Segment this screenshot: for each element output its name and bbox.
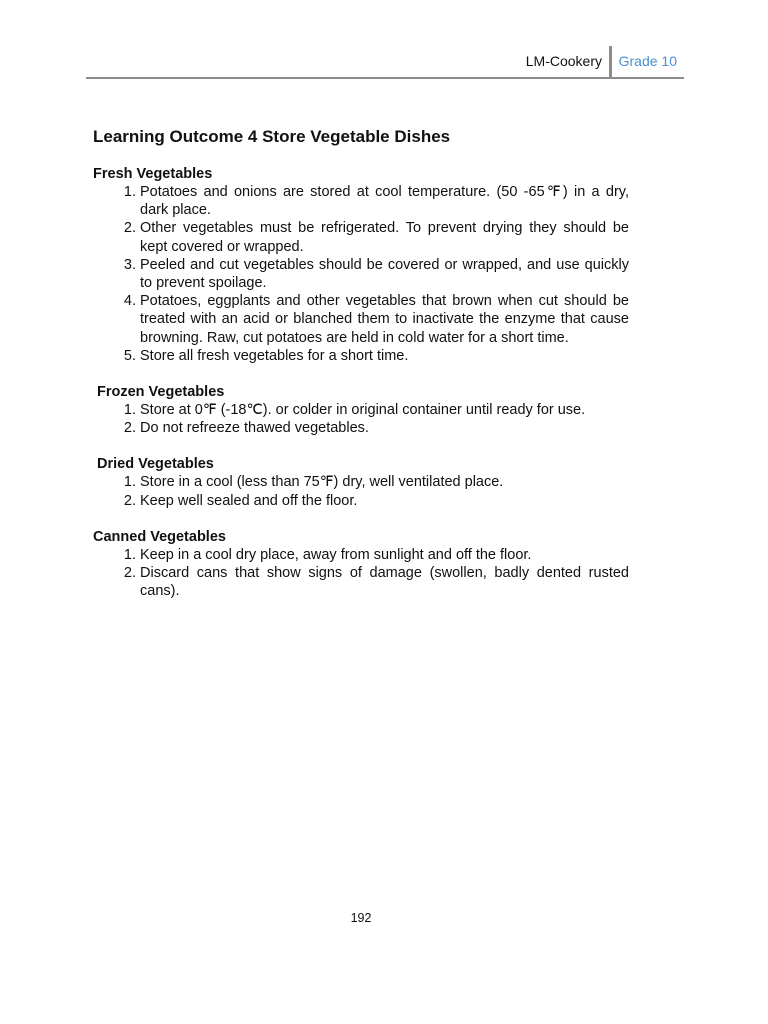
header-divider	[609, 46, 612, 77]
list-item: 2. Do not refreeze thawed vegetables.	[140, 419, 629, 437]
page-title: Learning Outcome 4 Store Vegetable Dishes	[93, 127, 451, 146]
section-fresh-vegetables	[93, 165, 629, 365]
list-item: 2. Discard cans that show signs of damage (swollen, badly dented rusted cans).	[140, 564, 629, 600]
section-list	[93, 546, 629, 601]
section-canned-vegetables	[93, 528, 629, 601]
section-list	[93, 401, 629, 437]
list-item: 1. Store in a cool (less than 75℉) dry, well ventilated place.	[140, 473, 629, 491]
list-item: 2. Other vegetables must be refrigerated. To prevent drying they should be kept covered or wrapped.	[140, 219, 629, 255]
section-dried-vegetables	[93, 455, 629, 509]
list-item: 3. Peeled and cut vegetables should be covered or wrapped, and use quickly to prevent spoilage.	[140, 256, 629, 292]
section-heading: Canned Vegetables	[93, 528, 226, 545]
section-heading: Fresh Vegetables	[93, 166, 213, 182]
list-item: 1. Keep in a cool dry place, away from sunlight and off the floor.	[140, 546, 629, 564]
page-header	[86, 46, 684, 77]
list-item: 4. Potatoes, eggplants and other vegetables that brown when cut should be treated with an acid or blanched them to inactivate the enzyme that cause browning. Raw, cut potatoes are held in cold water for a short time.	[140, 292, 629, 347]
list-item: 1. Store at 0℉ (-18℃). or colder in original container until ready for use.	[140, 401, 629, 419]
header-rule	[86, 77, 684, 79]
section-list	[93, 473, 629, 509]
list-item: 2. Keep well sealed and off the floor.	[140, 492, 629, 510]
list-item: 5. Store all fresh vegetables for a short time.	[140, 347, 629, 365]
page-number: 192	[350, 911, 372, 925]
header-module-label: LM-Cookery	[525, 53, 602, 69]
header-grade-label: Grade 10	[618, 53, 677, 69]
section-list	[93, 183, 629, 365]
list-item: 1. Potatoes and onions are stored at cool temperature. (50 -65℉) in a dry, dark place.	[140, 183, 629, 219]
section-frozen-vegetables	[93, 383, 629, 437]
section-heading: Frozen Vegetables	[97, 384, 225, 401]
page-content	[93, 126, 629, 618]
section-heading: Dried Vegetables	[97, 456, 214, 473]
